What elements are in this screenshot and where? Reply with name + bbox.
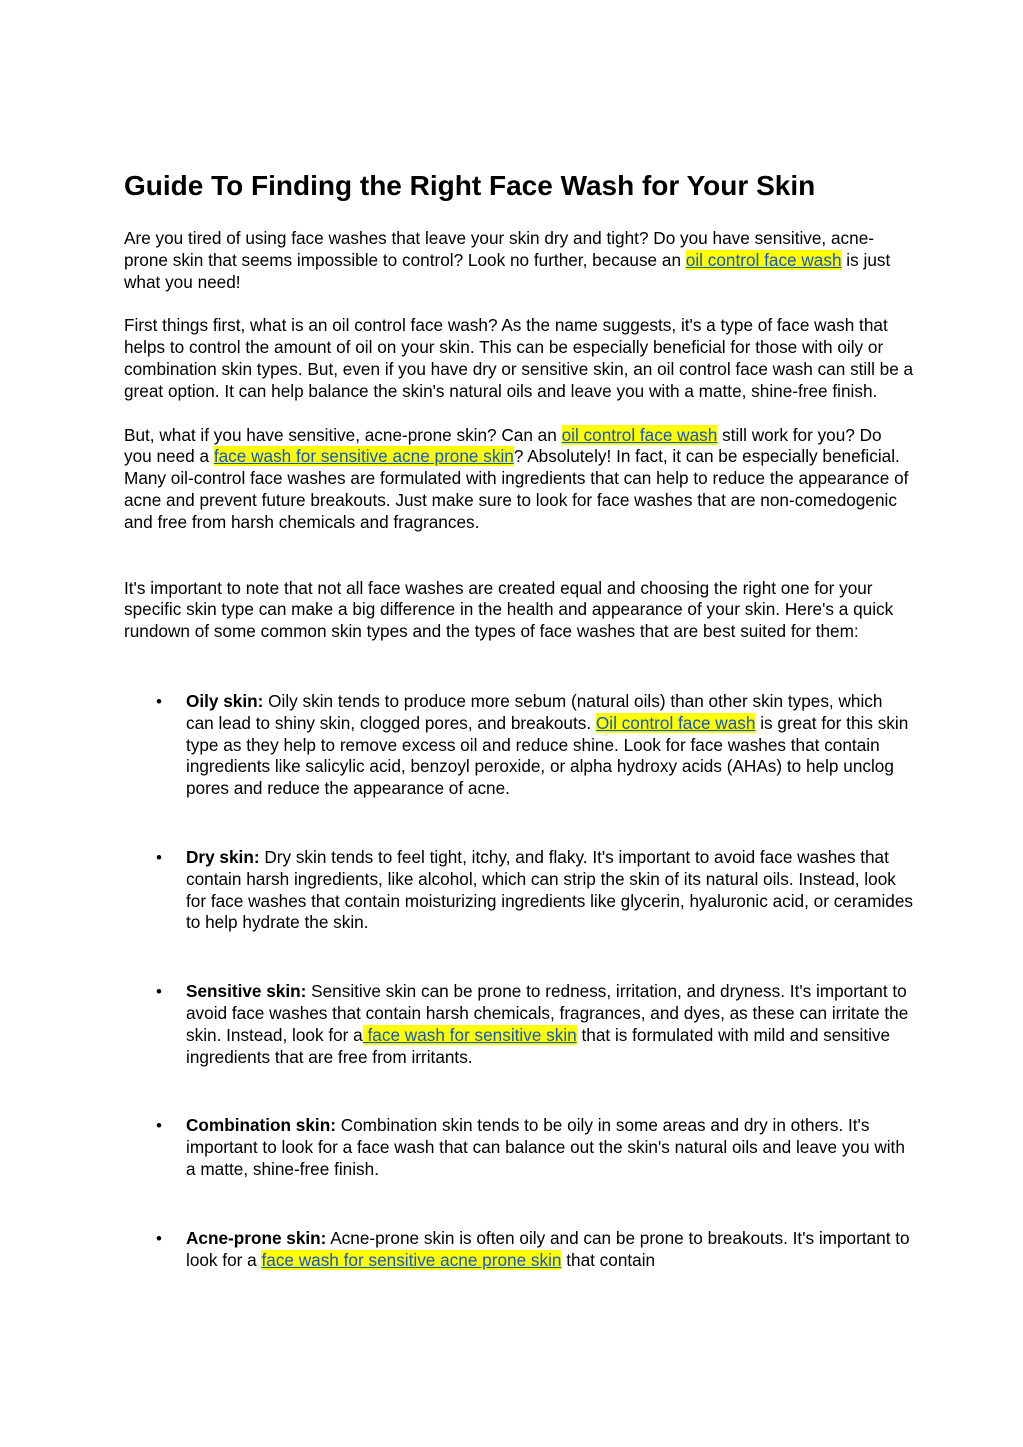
list-item-dry-skin bbox=[124, 847, 914, 934]
list-item-label: Combination skin: bbox=[186, 1115, 336, 1136]
list-item-text: Combination skin tends to be oily in some areas and dry in others. It's important to look for a face wash that can balance out the skin's natural oils and leave you with a matte, shine-free finish. bbox=[186, 1115, 905, 1179]
list-item-label: Sensitive skin: bbox=[186, 981, 307, 1002]
paragraph-text-1: But, what if you have sensitive, acne-prone skin? Can an bbox=[124, 424, 562, 445]
link-face-wash-sensitive-acne-prone-skin[interactable]: face wash for sensitive acne prone skin bbox=[261, 1249, 562, 1270]
link-face-wash-sensitive-skin[interactable]: face wash for sensitive skin bbox=[362, 1024, 577, 1045]
list-item-text: that is formulated with mild and sensitive ingredients that are free from irritants. bbox=[186, 1024, 891, 1067]
bullet-icon: • bbox=[156, 847, 162, 867]
skin-types-intro-paragraph: It's important to note that not all face washes are created equal and choosing the right one for your specific skin type can make a big difference in the health and appearance of your skin. Here's a quick rundown of some common skin types and the types of face washes that are best suited for them: bbox=[124, 577, 894, 642]
list-item-text: Dry skin tends to feel tight, itchy, and flaky. It's important to avoid face washes that contain harsh ingredients, like alcohol, which can strip the skin of its natural oils. Instead, look for face washes that contain moisturizing ingredients like glycerin, hyaluronic acid, or ceramides to help hydrate the skin. bbox=[186, 846, 913, 933]
link-face-wash-sensitive-acne-prone-skin[interactable]: face wash for sensitive acne prone skin bbox=[213, 446, 514, 467]
list-item-combination-skin bbox=[124, 1115, 914, 1180]
sensitive-skin-paragraph bbox=[124, 425, 914, 534]
list-item-sensitive-skin bbox=[124, 981, 914, 1068]
bullet-icon: • bbox=[156, 691, 162, 711]
bullet-icon: • bbox=[156, 982, 162, 1002]
definition-paragraph: First things first, what is an oil control face wash? As the name suggests, it's a type of face wash that helps to control the amount of oil on your skin. This can be especially beneficial for those with oily or combination skin types. But, even if you have dry or sensitive skin, an oil control face wash can still be a great option. It can help balance the skin's natural oils and leave you with a matte, shine-free finish. bbox=[124, 315, 914, 401]
intro-paragraph bbox=[124, 228, 914, 293]
intro-text-2: is just what you need! bbox=[124, 249, 891, 292]
bullet-icon: • bbox=[156, 1228, 162, 1248]
list-item-text: is great for this skin type as they help to remove excess oil and reduce shine. Look for face washes that contain ingredients like salicylic acid, benzoyl peroxide, or alpha hydroxy acids (AHAs) to help unclog pores and reduce the appearance of acne. bbox=[186, 712, 909, 799]
link-oil-control-face-wash[interactable]: oil control face wash bbox=[561, 424, 718, 445]
list-item-text: that contain bbox=[561, 1249, 656, 1270]
bullet-icon: • bbox=[156, 1116, 162, 1136]
intro-text-1: Are you tired of using face washes that leave your skin dry and tight? Do you have sensitive, acne-prone skin that seems impossible to control? Look no further, because an bbox=[124, 228, 874, 270]
page-title: Guide To Finding the Right Face Wash for Your Skin bbox=[124, 170, 816, 201]
link-oil-control-face-wash[interactable]: oil control face wash bbox=[685, 249, 842, 270]
list-item-text: Acne-prone skin is often oily and can be prone to breakouts. It's important to look for a bbox=[186, 1227, 910, 1270]
paragraph-text-3: ? Absolutely! In fact, it can be especially beneficial. Many oil-control face washes are formulated with ingredients that can help to reduce the appearance of acne and prevent future breakouts. Just make sure to look for face washes that are non-comedogenic and free from harsh chemicals and fragrances. bbox=[124, 446, 909, 532]
list-item-text: Oily skin tends to produce more sebum (natural oils) than other skin types, which can lead to shiny skin, clogged pores, and breakouts. bbox=[186, 690, 883, 733]
document-page bbox=[124, 168, 914, 1271]
skin-types-list bbox=[124, 691, 914, 1271]
link-oil-control-face-wash[interactable]: Oil control face wash bbox=[595, 712, 756, 733]
list-item-label: Dry skin: bbox=[186, 846, 260, 867]
list-item-text: Sensitive skin can be prone to redness, irritation, and dryness. It's important to avoid face washes that contain harsh chemicals, fragrances, and dyes, as these can irritate the skin. Instead, look for a bbox=[186, 981, 909, 1045]
list-item-label: Oily skin: bbox=[186, 690, 264, 711]
list-item-label: Acne-prone skin: bbox=[186, 1227, 327, 1248]
list-item-oily-skin bbox=[124, 691, 914, 800]
paragraph-text-2: still work for you? Do you need a bbox=[124, 424, 882, 467]
list-item-acne-prone-skin bbox=[124, 1228, 914, 1272]
